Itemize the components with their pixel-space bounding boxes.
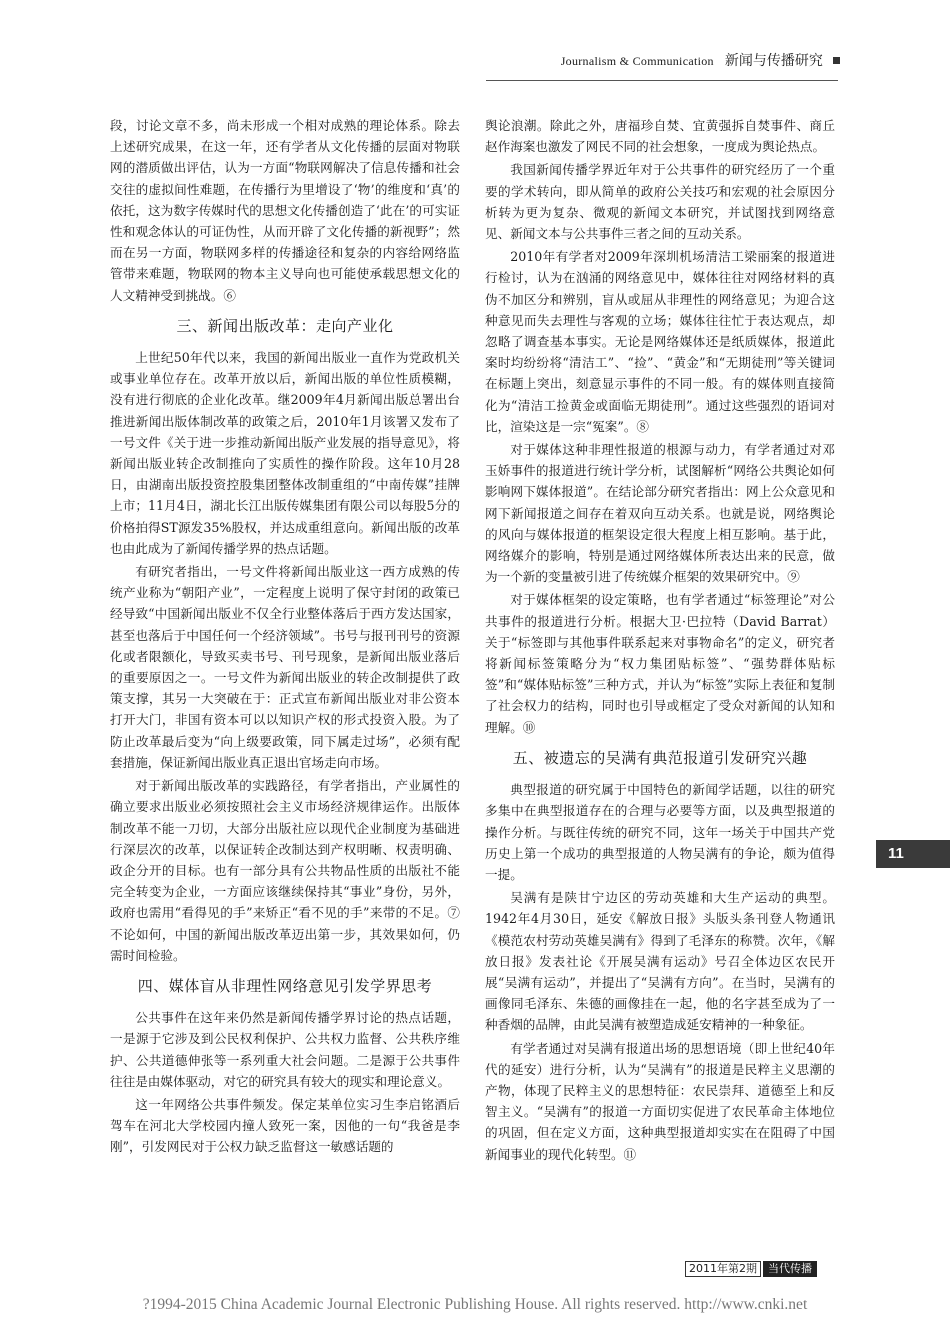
copyright-line: ?1994-2015 China Academic Journal Electronic Publishing House. All rights reserved. http://www.cnki.net bbox=[142, 1296, 808, 1313]
paragraph: 上世纪50年代以来，我国的新闻出版业一直作为党政机关或事业单位存在。改革开放以后，新闻出版的单位性质模糊，没有进行彻底的企业化改革。继2009年4月新闻出版总署出台推进新闻出版体制改革的政策之后，2010年1月该署又发布了一号文件《关于进一步推动新闻出版产业发展的指导意见》，将新闻出版业转企改制推向了实质性的操作阶段。这年10月28日，由湖南出版投资控股集团整体改制重组的“中南传媒”挂牌上市；11月4日，湖北长江出版传媒集团有限公司以每股5分的价格拍得ST源发35%股权，并达成重组意向。新闻出版的改革也由此成为了新闻传播学界的热点话题。 bbox=[110, 350, 460, 556]
journal-chinese-title: 新闻与传播研究 bbox=[724, 53, 823, 69]
paragraph: 对于媒体这种非理性报道的根源与动力，有学者通过对邓玉娇事件的报道进行统计学分析，试图解析“网络公共舆论如何影响网下媒体报道”。在结论部分研究者指出：网上公众意见和网下新闻报道之间存在着双向互动关系。也就是说，网络舆论的风向与媒体报道的框架设定很大程度上相互影响。基于此，网络媒介的影响，特别是通过网络媒体所表达出来的民意，做为一个新的变量被引进了传统媒介框架的效果研究中。⑨ bbox=[485, 442, 835, 585]
issue-label: 2011年第2期 bbox=[685, 1261, 761, 1277]
paragraph: 对于媒体框架的设定策略，也有学者通过“标签理论”对公共事件的报道进行分析。根据大卫·巴拉特（David Barrat）关于“标签即与其他事件联系起来对事物命名”的定义，研究者将新闻标签策略分为“权力集团贴标签”、“强势群体贴标签”和“媒体贴标签”三种方式，并认为“标签”实际上表征和复制了社会权力的结构，同时也引导或框定了受众对新闻的认知和理解。⑩ bbox=[485, 592, 835, 735]
paragraph: 有研究者指出，一号文件将新闻出版业这一西方成熟的传统产业称为“朝阳产业”，一定程度上说明了保守封闭的政策已经导致“中国新闻出版业不仅全行业整体落后于西方发达国家，甚至也落后于中国任何一个经济领域”。书号与报刊刊号的资源化或者限额化，导致买卖书号、刊号现象，是新闻出版业落后的重要原因之一。一号文件为新闻出版业的转企改制提供了政策支撑，其另一大突破在于：正式宣布新闻出版业对非公资本打开大门，非国有资本可以以知识产权的形式投资入股。为了防止改革最后变为“向上级要政策，同下属走过场”，必须有配套措施，保证新闻出版业真正退出官场走向市场。 bbox=[110, 564, 460, 770]
header-rule bbox=[486, 80, 838, 81]
paragraph: 对于新闻出版改革的实践路径，有学者指出，产业属性的确立要求出版业必须按照社会主义市场经济规律运作。出版体制改革不能一刀切，大部分出版社应以现代企业制度为基础进行深层次的改革，以保证转企改制达到产权明晰、权责明确、政企分开的目标。也有一部分具有公共物品性质的出版社不能完全转变为企业，一方面应该继续保持其“事业”身份，另外，政府也需用“看得见的手”来矫正“看不见的手”来带的不足。⑦不论如何，中国的新闻出版改革迈出第一步，其效果如何，仍需时间检验。 bbox=[110, 778, 460, 963]
page-number-tab: 11 bbox=[876, 840, 950, 868]
paragraph: 舆论浪潮。除此之外，唐福珍自焚、宜黄强拆自焚事件、商丘赵作海案也激发了网民不同的社会想象，一度成为舆论热点。 bbox=[485, 118, 835, 155]
paragraph: 2010年有学者对2009年深圳机场清洁工梁丽案的报道进行检讨，认为在汹涌的网络意见中，媒体往往对网络材料的真伪不加区分和辨别，盲从或屈从非理性的网络意见；为迎合这种意见而失去理性与客观的立场；媒体往往忙于表达观点，却忽略了调查基本事实。无论是网络媒体还是纸质媒体，报道此案时均纷纷将“清洁工”、“捡”、“黄金”和“无期徒刑”等关键词在标题上突出，刻意显示事件的不同一般。有的媒体则直接简化为“清洁工捡黄金或面临无期徒刑”。通过这些强烈的语词对比，渲染这是一宗“冤案”。⑧ bbox=[485, 249, 835, 434]
journal-english-title: Journalism & Communication bbox=[560, 54, 714, 68]
paragraph: 典型报道的研究属于中国特色的新闻学话题，以往的研究多集中在典型报道存在的合理与必要等方面，以及典型报道的操作分析。与既往传统的研究不同，这年一场关于中国共产党历史上第一个成功的典型报道的人物吴满有的争论，颇为值得一提。 bbox=[485, 782, 835, 882]
running-header bbox=[510, 50, 840, 76]
section-heading-4: 四、媒体盲从非理性网络意见引发学界思考 bbox=[137, 976, 433, 995]
magazine-label: 当代传播 bbox=[763, 1261, 817, 1277]
paragraph: 这一年网络公共事件频发。保定某单位实习生李启铭酒后驾车在河北大学校园内撞人致死一案，因他的一句“我爸是李刚”，引发网民对于公权力缺乏监督这一敏感话题的 bbox=[110, 1096, 460, 1155]
paragraph: 有学者通过对吴满有报道出场的思想语境（即上世纪40年代的延安）进行分析，认为“吴满有”的报道是民粹主义思潮的产物，体现了民粹主义的思想特征：农民崇拜、道德至上和反智主义。“吴满有”的报道一方面切实促进了农民革命主体地位的巩固，但在定义方面，这种典型报道却实实在在阻碍了中国新闻事业的现代化转型。⑪ bbox=[485, 1040, 835, 1162]
section-heading-5: 五、被遗忘的吴满有典范报道引发研究兴趣 bbox=[512, 748, 808, 767]
section-heading-3: 三、新闻出版改革：走向产业化 bbox=[176, 316, 394, 335]
paragraph: 吴满有是陕甘宁边区的劳动英雄和大生产运动的典型。1942年4月30日，延安《解放日报》头版头条刊登人物通讯《模范农村劳动英雄吴满有》得到了毛泽东的称赞。次年，《解放日报》发表社论《开展吴满有运动》号召全体边区农民开展“吴满有运动”，并提出了“吴满有方向”。在当时，吴满有的画像同毛泽东、朱德的画像挂在一起，他的名字甚至成为了一种香烟的品牌，由此吴满有被塑造成延安精神的一种象征。 bbox=[485, 890, 835, 1033]
paragraph: 段，讨论文章不多，尚未形成一个相对成熟的理论体系。除去上述研究成果，在这一年，还有学者从文化传播的层面对物联网的潜质做出评估，认为一方面“物联网解决了信息传播和社会交往的虚拟间性难题，在传播行为里增设了‘物’的维度和‘真’的依托，这为数字传媒时代的思想文化传播创造了‘此在’的可实证性和观念体认的可证伪性，从而开辟了文化传播的新视野”；然而在另一方面，物联网多样的传播途径和复杂的内容给网络监管带来难题，物联网的物本主义导向也可能使承载思想文化的人文精神受到挑战。⑥ bbox=[110, 118, 460, 303]
paragraph: 公共事件在这年来仍然是新闻传播学界讨论的热点话题，一是源于它涉及到公民权利保护、公共权力监督、公共秩序维护、公共道德伸张等一系列重大社会问题。二是源于公共事件往往是由媒体驱动，对它的研究具有较大的现实和理论意义。 bbox=[110, 1010, 460, 1089]
right-column bbox=[485, 115, 835, 1167]
left-column bbox=[110, 115, 460, 1160]
paragraph: 我国新闻传播学界近年对于公共事件的研究经历了一个重要的学术转向，即从简单的政府公关技巧和宏观的社会原因分析转为更为复杂、微观的新闻文本研究，并试图找到网络意见、新闻文本与公共事件三者之间的互动关系。 bbox=[485, 162, 835, 242]
issue-footer bbox=[685, 1261, 817, 1275]
square-bullet-icon bbox=[833, 57, 840, 64]
